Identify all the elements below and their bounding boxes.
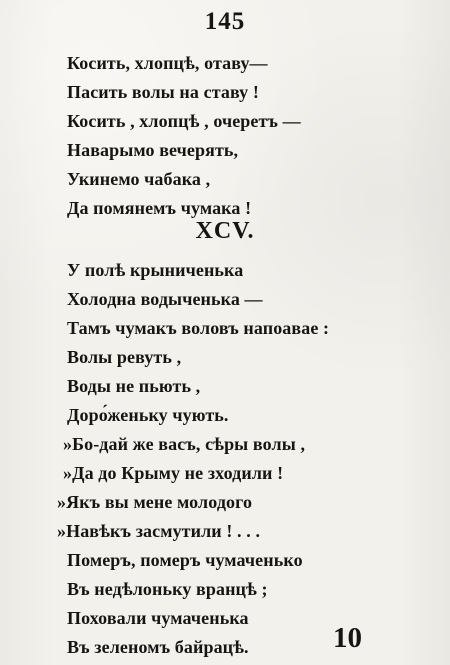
poem-line: Укинемо чабака , <box>67 169 211 189</box>
poem-line: »Да до Крыму не зходили ! <box>63 463 284 483</box>
poem-line: Холодна водыченька — <box>67 289 263 309</box>
page-number: 145 <box>204 8 246 35</box>
poem-line: Воды не пьють , <box>67 376 201 396</box>
poem-line: Косить, хлопцѣ, отаву— <box>67 53 268 73</box>
poem-line: Поховали чумаченька <box>67 608 249 628</box>
poem-line: »Навѣкъ засмутили ! . . . <box>57 521 261 541</box>
poem-line: Наварымо вечерять, <box>67 140 239 160</box>
poem-line: »Якъ вы мене молодого <box>57 492 253 512</box>
poem-line: Пасить волы на ставу ! <box>67 82 259 102</box>
signature-number: 10 <box>333 622 362 654</box>
poem-line: Въ зеленомъ байрацѣ. <box>67 637 249 657</box>
poem-line: Волы ревуть , <box>67 347 182 367</box>
poem-line: Въ недѣлоньку вранцѣ ; <box>67 579 268 599</box>
poem-line: Померъ, померъ чумаченько <box>67 550 303 570</box>
stanza-1 <box>67 49 387 223</box>
poem-line: »Бо-дай же васъ, сѣры волы , <box>63 434 306 454</box>
section-title: XCV. <box>195 218 255 244</box>
stanza-2 <box>57 256 387 662</box>
poem-line: Да помянемъ чумака ! <box>67 198 252 218</box>
poem-line: Косить , хлопцѣ , очеретъ — <box>67 111 301 131</box>
poem-line: Тамъ чумакъ воловъ напоавае : <box>67 318 330 338</box>
poem-line: Доро́женьку чують. <box>67 405 229 425</box>
poem-line: У полѣ крыниченька <box>67 260 244 280</box>
